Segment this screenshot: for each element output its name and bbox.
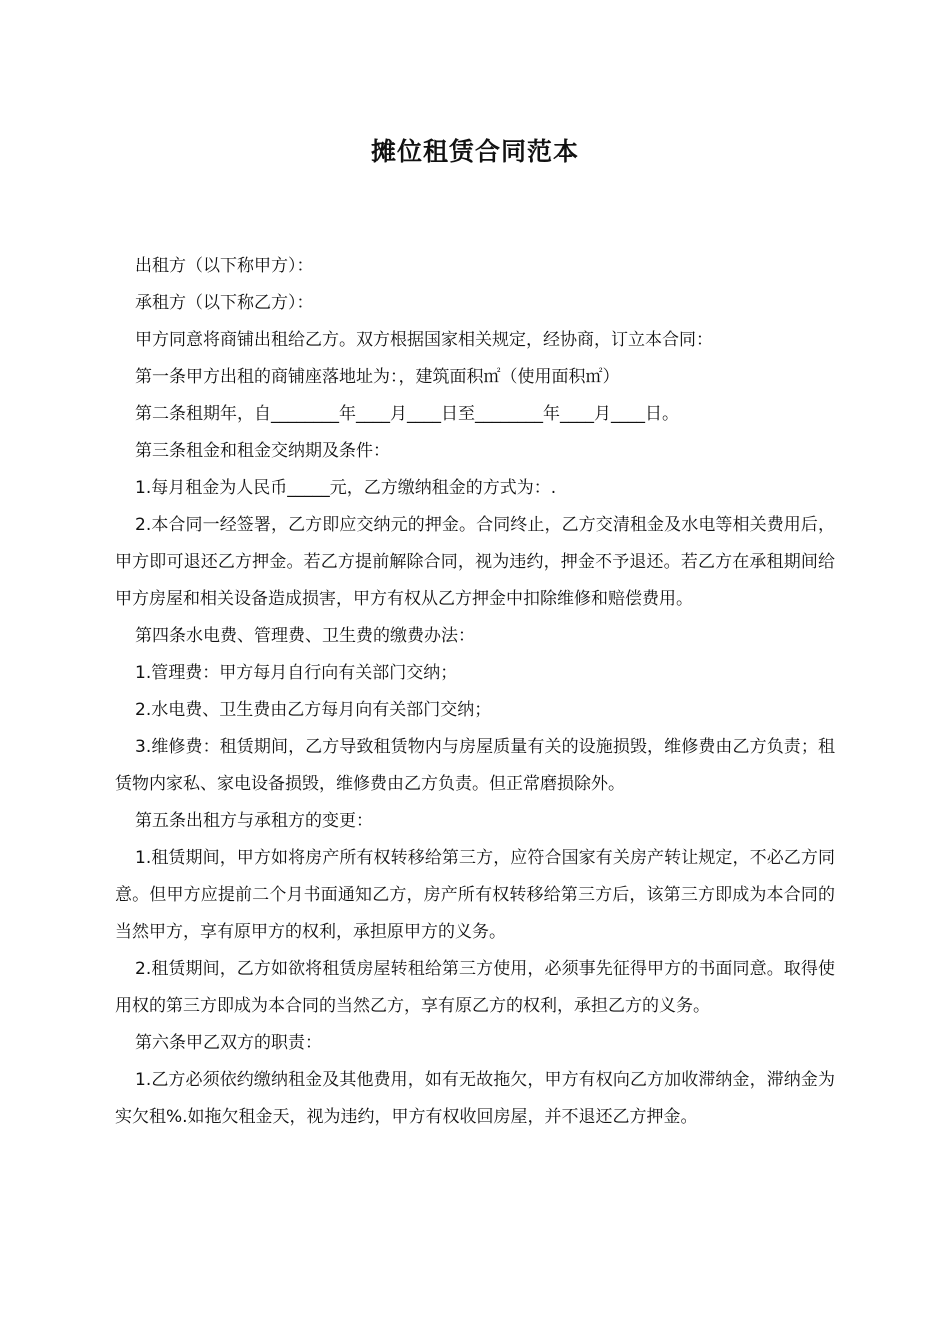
paragraph-article-1: 第一条甲方出租的商铺座落地址为：，建筑面积㎡（使用面积㎡） [135, 367, 620, 387]
paragraph-article-6: 第六条甲乙双方的职责： [135, 1033, 322, 1053]
paragraph-article-6-item-1: 1.乙方必须依约缴纳租金及其他费用，如有无故拖欠，甲方有权向乙方加收滞纳金，滞纳金为实欠租%.如拖欠租金天，视为违约，甲方有权收回房屋，并不退还乙方押金。 [115, 1070, 835, 1127]
paragraph-lessee: 承租方（以下称乙方）： [135, 293, 314, 313]
paragraph-article-4-item-3: 3.维修费：租赁期间，乙方导致租赁物内与房屋质量有关的设施损毁，维修费由乙方负责；租赁物内家私、家电设备损毁，维修费由乙方负责。但正常磨损除外。 [115, 737, 835, 794]
document-body [115, 248, 835, 1136]
paragraph-article-3: 第三条租金和租金交纳期及条件： [135, 441, 390, 461]
paragraph-article-5-item-2: 2.租赁期间，乙方如欲将租赁房屋转租给第三方使用，必须事先征得甲方的书面同意。取得使用权的第三方即成为本合同的当然乙方，享有原乙方的权利，承担乙方的义务。 [115, 959, 835, 1016]
paragraph-article-4-item-2: 2.水电费、卫生费由乙方每月向有关部门交纳； [135, 700, 492, 720]
paragraph-article-2: 第二条租期年，自________年____月____日至________年____月____日。 [135, 404, 679, 424]
paragraph-article-5: 第五条出租方与承租方的变更： [135, 811, 373, 831]
paragraph-article-3-item-1: 1.每月租金为人民币_____元，乙方缴纳租金的方式为：. [135, 478, 557, 498]
document-title: 摊位租赁合同范本 [370, 137, 579, 166]
paragraph-article-4: 第四条水电费、管理费、卫生费的缴费办法： [135, 626, 475, 646]
paragraph-intro: 甲方同意将商铺出租给乙方。双方根据国家相关规定，经协商，订立本合同： [135, 330, 713, 350]
paragraph-article-5-item-1: 1.租赁期间，甲方如将房产所有权转移给第三方，应符合国家有关房产转让规定，不必乙方同意。但甲方应提前二个月书面通知乙方，房产所有权转移给第三方后，该第三方即成为本合同的当然甲方，享有原甲方的权利，承担原甲方的义务。 [115, 848, 835, 942]
paragraph-article-3-item-2: 2.本合同一经签署，乙方即应交纳元的押金。合同终止，乙方交清租金及水电等相关费用后，甲方即可退还乙方押金。若乙方提前解除合同，视为违约，押金不予退还。若乙方在承租期间给甲方房屋和相关设备造成损害，甲方有权从乙方押金中扣除维修和赔偿费用。 [115, 515, 835, 609]
paragraph-article-4-item-1: 1.管理费：甲方每月自行向有关部门交纳； [135, 663, 458, 683]
paragraph-lessor: 出租方（以下称甲方）： [135, 256, 314, 276]
